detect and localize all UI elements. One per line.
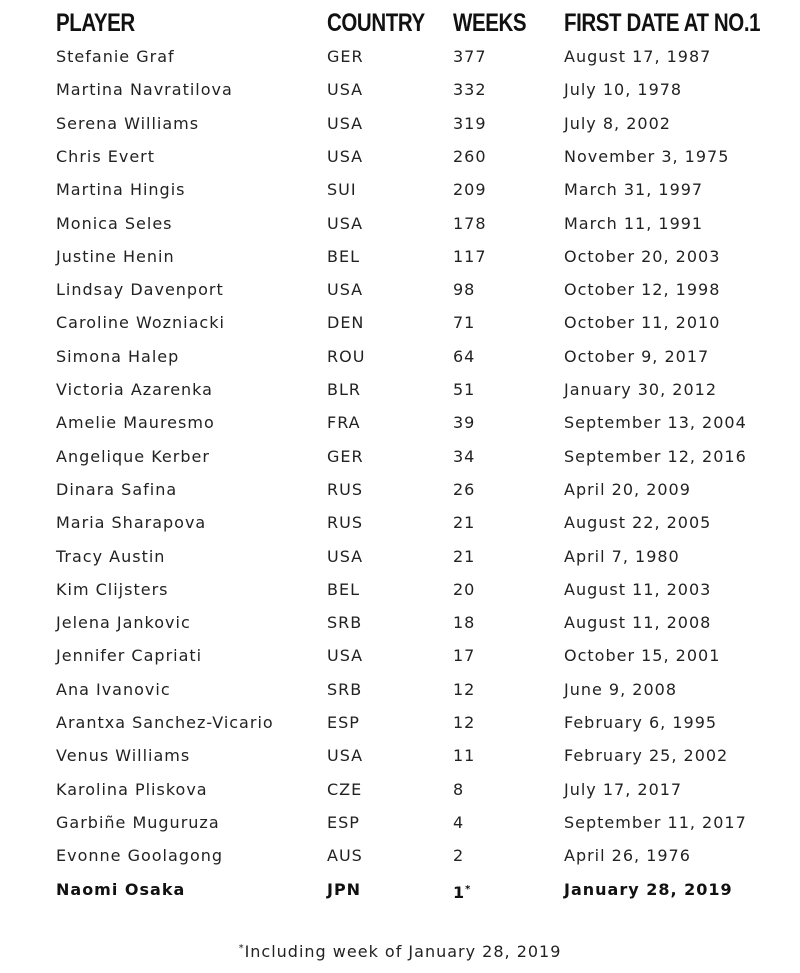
player-cell: Victoria Azarenka: [56, 380, 213, 399]
country-cell: DEN: [327, 313, 365, 333]
weeks-cell: 20: [453, 579, 476, 599]
player-cell: Martina Hingis: [56, 180, 186, 200]
country-cell: ROU: [327, 346, 366, 366]
date-cell: February 25, 2002: [564, 746, 729, 766]
table-row: [0, 273, 800, 306]
date-cell: July 8, 2002: [564, 113, 671, 133]
country-cell: USA: [327, 146, 364, 166]
player-cell: Jennifer Capriati: [56, 646, 203, 666]
country-cell: AUS: [327, 846, 363, 866]
country-cell: BEL: [327, 579, 360, 599]
player-cell: Martina Navratilova: [56, 80, 233, 100]
table-row: [0, 73, 800, 106]
date-cell: March 11, 1991: [564, 213, 704, 233]
table-row: [0, 306, 800, 339]
date-cell: April 20, 2009: [564, 479, 691, 499]
player-cell: Amelie Mauresmo: [56, 413, 215, 433]
table-row: [0, 606, 800, 639]
table-row: [0, 639, 800, 672]
date-cell: April 26, 1976: [564, 846, 691, 866]
country-cell: USA: [327, 80, 364, 100]
weeks-cell: 209: [453, 180, 487, 200]
date-cell: July 17, 2017: [564, 779, 683, 799]
header-first-date: FIRST DATE AT NO.1: [564, 9, 761, 37]
table-row: [0, 107, 800, 140]
table-header: [0, 6, 800, 40]
player-cell: Naomi Osaka: [56, 879, 186, 899]
player-cell: Serena Williams: [56, 113, 200, 133]
header-country: COUNTRY: [327, 9, 425, 37]
country-cell: USA: [327, 113, 364, 133]
player-cell: Angelique Kerber: [56, 446, 210, 466]
player-cell: Jelena Jankovic: [56, 613, 191, 633]
table-row: [0, 506, 800, 539]
date-cell: October 12, 1998: [564, 280, 721, 300]
table-row: [0, 839, 800, 872]
weeks-cell: 1*: [453, 882, 472, 902]
weeks-cell: 71: [453, 313, 476, 333]
country-cell: GER: [327, 47, 364, 66]
player-cell: Dinara Safina: [56, 479, 178, 499]
player-cell: Lindsay Davenport: [56, 280, 224, 300]
table-row: [0, 473, 800, 506]
table-row: [0, 406, 800, 439]
weeks-cell: 51: [453, 380, 476, 399]
table-row: [0, 373, 800, 406]
player-cell: Monica Seles: [56, 213, 173, 233]
weeks-cell: 26: [453, 479, 476, 499]
date-cell: January 28, 2019: [564, 879, 733, 899]
weeks-cell: 260: [453, 146, 487, 166]
footnote: [0, 942, 800, 961]
country-cell: RUS: [327, 513, 363, 533]
date-cell: February 6, 1995: [564, 713, 718, 732]
country-cell: RUS: [327, 479, 363, 499]
date-cell: October 9, 2017: [564, 346, 710, 366]
country-cell: SRB: [327, 679, 363, 699]
player-cell: Evonne Goolagong: [56, 846, 224, 866]
table-row: [0, 440, 800, 473]
table-row: [0, 140, 800, 173]
weeks-cell: 21: [453, 546, 476, 566]
date-cell: August 17, 1987: [564, 47, 712, 66]
table-row: [0, 739, 800, 772]
table-row: [0, 573, 800, 606]
table-row: [0, 873, 800, 906]
player-cell: Caroline Wozniacki: [56, 313, 225, 333]
date-cell: January 30, 2012: [564, 380, 717, 399]
weeks-cell: 8: [453, 779, 465, 799]
date-cell: September 13, 2004: [564, 413, 747, 433]
country-cell: JPN: [327, 879, 362, 899]
date-cell: August 11, 2003: [564, 579, 712, 599]
player-cell: Stefanie Graf: [56, 47, 175, 66]
table-row: [0, 540, 800, 573]
country-cell: SUI: [327, 180, 357, 200]
date-cell: September 12, 2016: [564, 446, 747, 466]
date-cell: October 20, 2003: [564, 246, 721, 266]
country-cell: BLR: [327, 380, 362, 399]
country-cell: ESP: [327, 713, 360, 732]
date-cell: September 11, 2017: [564, 812, 747, 832]
country-cell: USA: [327, 280, 364, 300]
weeks-cell: 18: [453, 613, 476, 633]
country-cell: SRB: [327, 613, 363, 633]
player-cell: Venus Williams: [56, 746, 191, 766]
weeks-cell: 98: [453, 280, 476, 300]
footnote-mark: *: [238, 943, 245, 954]
weeks-cell: 12: [453, 679, 476, 699]
weeks-cell: 332: [453, 80, 487, 100]
table-row: [0, 240, 800, 273]
weeks-cell: 34: [453, 446, 476, 466]
header-player: PLAYER: [56, 9, 135, 37]
weeks-cell: 12: [453, 713, 476, 732]
country-cell: GER: [327, 446, 364, 466]
date-cell: October 15, 2001: [564, 646, 721, 666]
date-cell: November 3, 1975: [564, 146, 730, 166]
weeks-cell: 117: [453, 246, 487, 266]
weeks-cell: 178: [453, 213, 487, 233]
table-row: [0, 340, 800, 373]
player-cell: Justine Henin: [56, 246, 175, 266]
date-cell: July 10, 1978: [564, 80, 683, 100]
date-cell: August 11, 2008: [564, 613, 712, 633]
weeks-cell: 4: [453, 812, 465, 832]
country-cell: USA: [327, 746, 364, 766]
country-cell: USA: [327, 646, 364, 666]
weeks-cell: 21: [453, 513, 476, 533]
weeks-footnote-mark: *: [465, 883, 472, 895]
table-row: [0, 173, 800, 206]
table-row: [0, 40, 800, 73]
table-row: [0, 806, 800, 839]
country-cell: USA: [327, 546, 364, 566]
player-cell: Arantxa Sanchez-Vicario: [56, 713, 274, 732]
country-cell: ESP: [327, 812, 360, 832]
country-cell: USA: [327, 213, 364, 233]
date-cell: August 22, 2005: [564, 513, 712, 533]
table-row: [0, 706, 800, 739]
date-cell: March 31, 1997: [564, 180, 704, 200]
date-cell: April 7, 1980: [564, 546, 680, 566]
weeks-cell: 39: [453, 413, 476, 433]
weeks-cell: 17: [453, 646, 476, 666]
date-cell: June 9, 2008: [564, 679, 677, 699]
weeks-cell: 2: [453, 846, 465, 866]
country-cell: BEL: [327, 246, 360, 266]
player-cell: Kim Clijsters: [56, 579, 169, 599]
player-cell: Karolina Pliskova: [56, 779, 208, 799]
weeks-cell: 319: [453, 113, 487, 133]
weeks-cell: 11: [453, 746, 476, 766]
player-cell: Chris Evert: [56, 146, 156, 166]
player-cell: Garbiñe Muguruza: [56, 812, 220, 832]
footnote-text: Including week of January 28, 2019: [244, 942, 562, 961]
player-cell: Tracy Austin: [56, 546, 166, 566]
country-cell: FRA: [327, 413, 361, 433]
weeks-cell: 377: [453, 47, 487, 66]
table-row: [0, 773, 800, 806]
table-row: [0, 673, 800, 706]
player-cell: Ana Ivanovic: [56, 679, 171, 699]
player-cell: Simona Halep: [56, 346, 180, 366]
weeks-cell: 64: [453, 346, 476, 366]
table-row: [0, 207, 800, 240]
player-cell: Maria Sharapova: [56, 513, 207, 533]
header-weeks: WEEKS: [453, 9, 527, 37]
country-cell: CZE: [327, 779, 363, 799]
date-cell: October 11, 2010: [564, 313, 721, 333]
